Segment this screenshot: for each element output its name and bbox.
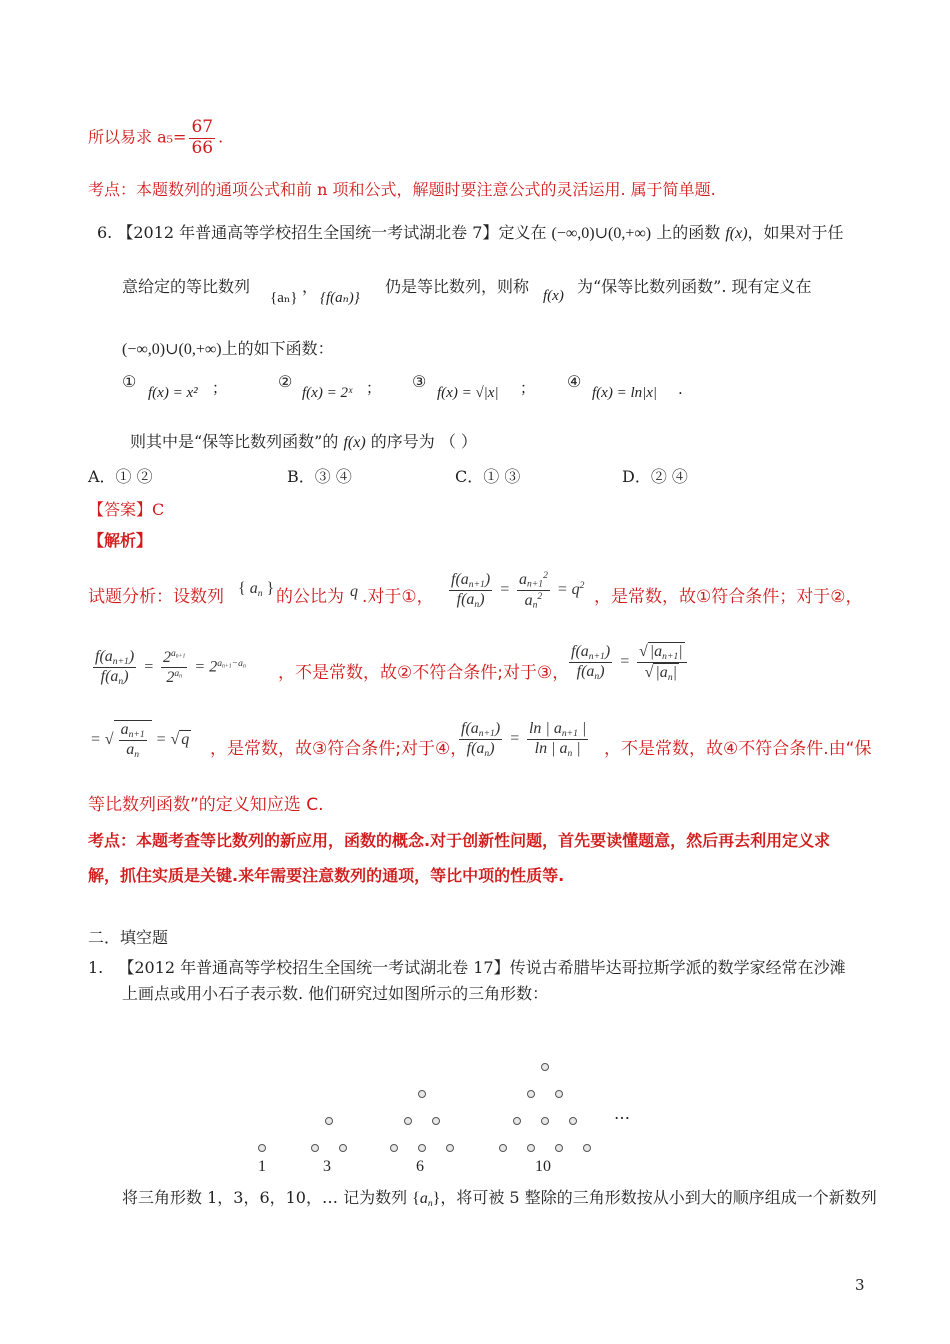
opt1-semi: ； xyxy=(212,379,228,397)
pebble xyxy=(555,1090,563,1098)
q6-line2b: 仍是等比数列，则称 xyxy=(385,277,530,296)
pebble xyxy=(325,1117,333,1125)
pebble xyxy=(555,1144,563,1152)
tri-label-1: 1 xyxy=(258,1158,266,1175)
opt1-mark: ① xyxy=(122,372,137,391)
s2-q1-line2: 上画点或用小石子表示数. 他们研究过如图所示的三角形数： xyxy=(122,984,549,1003)
q6-fx-3: f(x) xyxy=(343,434,366,451)
tri-label-6: 6 xyxy=(416,1158,424,1175)
kaodian-1: 考点：本题考查等比数列的新应用，函数的概念.对于创新性问题，首先要读懂题意，然后再去利用定义求 xyxy=(88,831,831,850)
opt2-mark: ② xyxy=(278,372,293,391)
kaodian-2: 解，抓住实质是关键.来年需要注意数列的通项，等比中项的性质等. xyxy=(88,866,565,885)
q6-fan: {f(aₙ)} xyxy=(320,290,360,306)
s2-q1-text4: ，将可被 5 整除的三角形数按从小到大的顺序组成一个新数列 xyxy=(440,1188,877,1207)
analysis-p1a: 试题分析：设数列 xyxy=(88,587,224,607)
pebble xyxy=(541,1063,549,1071)
s2-an: $\{a_n\}$ xyxy=(412,1190,441,1209)
tri-label-3: 3 xyxy=(323,1158,331,1175)
s2-q1-text1: 传说古希腊毕达哥拉斯学派的数学家经常在沙滩 xyxy=(509,958,846,977)
q6-question-end: 的序号为 （ ） xyxy=(370,432,477,451)
q6-an: {aₙ} xyxy=(270,290,298,306)
result-end: . xyxy=(218,127,224,147)
result-denominator: 66 xyxy=(191,137,214,158)
q6-domain-2: (−∞,0)∪(0,+∞) xyxy=(122,341,222,358)
answer-label: 【答案】C xyxy=(88,500,165,519)
opt3-mark: ③ xyxy=(412,372,427,391)
q6-line1 xyxy=(97,220,844,243)
q6-comma: ， xyxy=(302,277,319,296)
formula-3: $\frac{f(a_{n+1})}{f(a_n)}$ = $\frac{√ |a_{n+1}|}{√ |a_n|}$ xyxy=(566,642,690,683)
s2-q1-source: 【2012 年普通高等学校招生全国统一考试湖北卷 17】 xyxy=(118,958,510,977)
choice-d: D．② ④ xyxy=(622,467,688,486)
s2-q1-line3 xyxy=(122,1185,877,1209)
pebble xyxy=(513,1117,521,1125)
formula-1: $\frac{f(a_{n+1})}{f(a_n)}$ = $\frac{a_{n+1}^2}{a_n^2}$ = $q^2$ xyxy=(451,570,585,611)
page-number: 3 xyxy=(855,1276,865,1294)
pebble xyxy=(311,1144,319,1152)
choice-a: A．① ② xyxy=(88,467,153,486)
opt2: f(x) = 2ˣ xyxy=(302,385,353,401)
analysis-p2a: ，不是常数，故②不符合条件;对于③， xyxy=(278,663,570,683)
pebble xyxy=(418,1144,426,1152)
pebble xyxy=(432,1117,440,1125)
kaodian-top: 考点：本题数列的通项公式和前 n 项和公式，解题时要注意公式的灵活运用. 属于简单题. xyxy=(88,180,716,199)
pebble xyxy=(404,1117,412,1125)
s2-q1-number: 1. xyxy=(88,958,104,977)
formula-2: $\frac{f(a_{n+1})}{f(a_n)}$ = $\frac{2^{a_{n+1}}}{2^{a_n}}$ = $2^{a_{n+1}-a_n}$ xyxy=(95,648,246,688)
pebble xyxy=(499,1144,507,1152)
result-line xyxy=(88,118,223,158)
q6-line3-text: 上的如下函数： xyxy=(221,339,334,358)
q6-fx-2: f(x) xyxy=(543,288,564,304)
figure-ellipsis: … xyxy=(614,1104,630,1123)
formula-4: = √ $\frac{a_{n+1}}{a_n}$ = √ q xyxy=(90,721,190,760)
q6-source: 【2012 年普通高等学校招生全国统一考试湖北卷 7】 xyxy=(117,223,499,242)
pebble xyxy=(569,1117,577,1125)
result-prefix: 所以易求 a₅= xyxy=(88,127,187,147)
q6-line2c: 为“保等比数列函数”. 现有定义在 xyxy=(577,277,812,296)
pebble xyxy=(527,1090,535,1098)
analysis-p1c: .对于①， xyxy=(362,587,434,607)
q6-line3 xyxy=(122,336,334,359)
analysis-q: q xyxy=(350,583,358,600)
pebble xyxy=(390,1144,398,1152)
pebble xyxy=(418,1090,426,1098)
pebble xyxy=(258,1144,266,1152)
opt2-semi: ； xyxy=(366,379,382,397)
q6-fx: f(x) xyxy=(725,225,748,242)
result-numerator: 67 xyxy=(191,117,214,137)
q6-question xyxy=(130,429,477,452)
choice-b: B．③ ④ xyxy=(287,467,352,486)
analysis-p4: 等比数列函数”的定义知应选 C. xyxy=(88,795,324,815)
analysis-p1d: ，是常数，故①符合条件；对于②， xyxy=(594,587,863,607)
opt4-period: . xyxy=(678,380,683,398)
opt1: f(x) = x² xyxy=(148,385,198,401)
s2-q1-text3: 将三角形数 1，3，6，10，… 记为数列 xyxy=(122,1188,408,1207)
analysis-label: 【解析】 xyxy=(88,531,153,550)
s2-q1-line1 xyxy=(88,955,846,978)
analysis-p3a: ，是常数，故③符合条件;对于④， xyxy=(210,739,468,759)
q6-number: 6. xyxy=(97,223,113,242)
q6-text1: 定义在 xyxy=(498,223,547,242)
q6-question-text: 则其中是“保等比数列函数”的 xyxy=(130,432,339,451)
tri-label-10: 10 xyxy=(535,1158,551,1175)
analysis-an: { $a_n$ } xyxy=(238,580,275,599)
choice-c: C．① ③ xyxy=(455,467,521,486)
formula-5: $\frac{f(a_{n+1})}{f(a_n)}$ = $\frac{\ln | a_{n+1} |}{\ln | a_n |}$ xyxy=(461,720,587,759)
pebble xyxy=(339,1144,347,1152)
opt4: f(x) = ln|x| xyxy=(592,385,658,401)
opt4-mark: ④ xyxy=(567,372,582,391)
pebble xyxy=(527,1144,535,1152)
section2-title: 二．填空题 xyxy=(88,928,169,947)
analysis-p1b: 的公比为 xyxy=(276,587,344,607)
q6-line2a: 意给定的等比数列 xyxy=(122,277,251,296)
opt3-semi: ； xyxy=(520,379,536,397)
pebble xyxy=(541,1117,549,1125)
q6-domain: (−∞,0)∪(0,+∞) xyxy=(551,225,652,242)
opt3: f(x) = √|x| xyxy=(437,385,499,401)
pebble xyxy=(583,1144,591,1152)
q6-text3: ，如果对于任 xyxy=(747,223,844,242)
pebble xyxy=(446,1144,454,1152)
q6-text2: 上的函数 xyxy=(656,223,721,242)
analysis-p3b: ，不是常数，故④不符合条件.由“保 xyxy=(604,739,872,759)
